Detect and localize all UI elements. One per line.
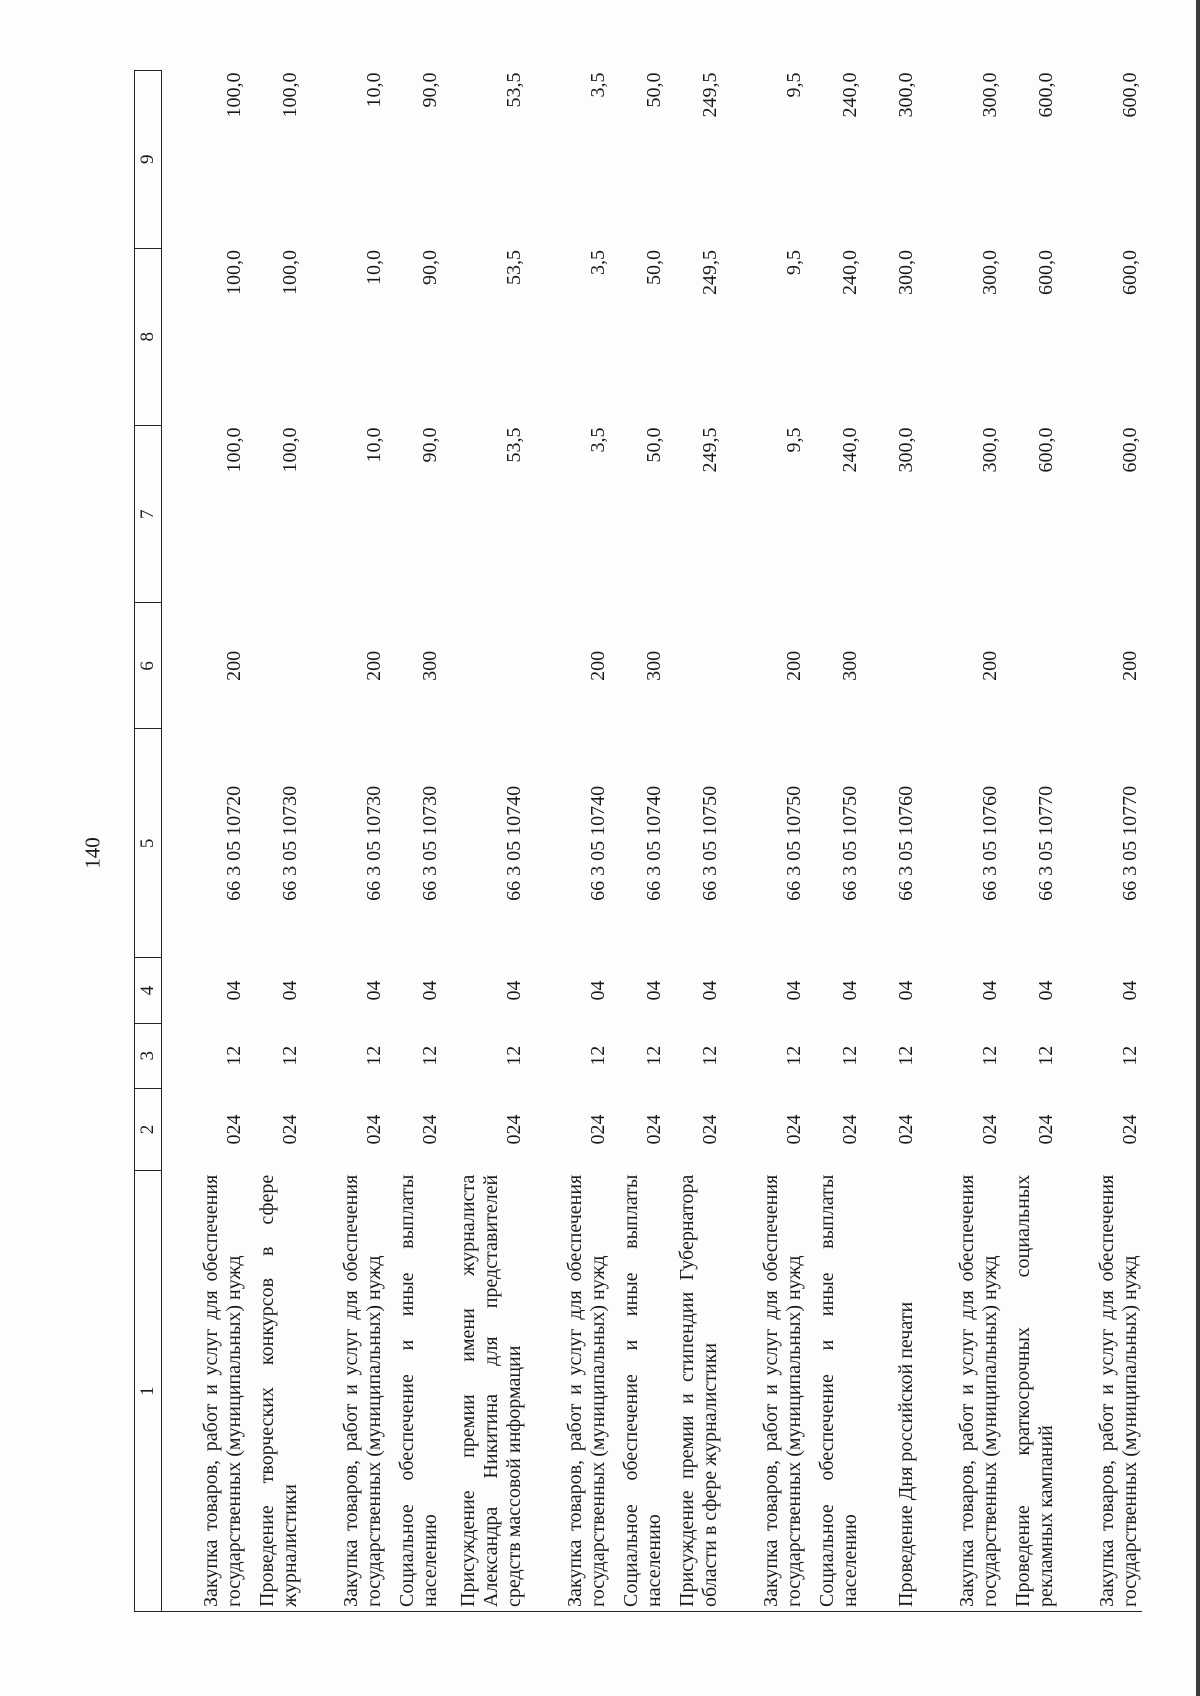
code-cell: 200 bbox=[586, 650, 609, 681]
code-cell: 300 bbox=[418, 650, 441, 681]
code-cell: 12 bbox=[586, 1045, 609, 1066]
code-cell bbox=[246, 603, 302, 729]
code-cell: 12 bbox=[222, 1045, 245, 1066]
page-number: 140 bbox=[80, 837, 105, 869]
code-cell: 04 bbox=[698, 980, 721, 1001]
table-row bbox=[1058, 71, 1142, 1612]
column-header: 2 bbox=[135, 1088, 162, 1170]
code-cell: 66 3 05 10740 bbox=[502, 785, 525, 901]
code-cell: 04 bbox=[418, 980, 441, 1001]
amount-cell: 100,0 bbox=[278, 250, 301, 296]
code-cell: 024 bbox=[1034, 1114, 1057, 1145]
table-row bbox=[246, 71, 302, 1612]
amount-cell: 50,0 bbox=[642, 72, 665, 108]
amount-cell: 100,0 bbox=[278, 427, 301, 473]
code-cell: 024 bbox=[894, 1114, 917, 1145]
code-cell: 200 bbox=[782, 650, 805, 681]
amount-cell: 300,0 bbox=[894, 72, 917, 118]
amount-cell: 300,0 bbox=[978, 72, 1001, 118]
code-cell: 04 bbox=[894, 980, 917, 1001]
code-cell: 300 bbox=[838, 650, 861, 681]
row-description: Социальное обеспечение и иные выплаты населению bbox=[386, 1171, 442, 1612]
budget-table bbox=[134, 70, 1142, 1612]
code-cell: 024 bbox=[782, 1114, 805, 1145]
code-cell: 024 bbox=[222, 1114, 245, 1145]
amount-cell: 300,0 bbox=[894, 250, 917, 296]
code-cell: 200 bbox=[222, 650, 245, 681]
code-cell: 66 3 05 10720 bbox=[222, 785, 245, 901]
amount-cell: 9,5 bbox=[782, 427, 805, 453]
amount-cell: 90,0 bbox=[418, 72, 441, 108]
amount-cell: 9,5 bbox=[782, 72, 805, 98]
row-description: Социальное обеспечение и иные выплаты населению bbox=[806, 1171, 862, 1612]
amount-cell: 249,5 bbox=[698, 427, 721, 473]
column-header: 1 bbox=[135, 1171, 162, 1612]
code-cell: 04 bbox=[782, 980, 805, 1001]
amount-cell: 3,5 bbox=[586, 250, 609, 276]
code-cell: 04 bbox=[1118, 980, 1141, 1001]
row-description: Присуждение премии и стипендии Губернатора области в сфере журналистики bbox=[666, 1171, 722, 1612]
column-header: 6 bbox=[135, 603, 162, 729]
amount-cell: 3,5 bbox=[586, 72, 609, 98]
code-cell: 66 3 05 10760 bbox=[978, 785, 1001, 901]
amount-cell: 10,0 bbox=[362, 72, 385, 108]
table-body bbox=[162, 71, 1142, 1612]
code-cell: 04 bbox=[222, 980, 245, 1001]
column-header: 4 bbox=[135, 958, 162, 1023]
table-row bbox=[442, 71, 526, 1612]
code-cell: 04 bbox=[642, 980, 665, 1001]
table-row bbox=[918, 71, 1002, 1612]
amount-cell: 10,0 bbox=[362, 427, 385, 463]
column-header: 5 bbox=[135, 729, 162, 958]
code-cell: 04 bbox=[362, 980, 385, 1001]
code-cell: 12 bbox=[278, 1045, 301, 1066]
table-row bbox=[302, 71, 386, 1612]
code-cell: 12 bbox=[418, 1045, 441, 1066]
code-cell: 66 3 05 10750 bbox=[698, 785, 721, 901]
amount-cell: 249,5 bbox=[698, 72, 721, 118]
code-cell bbox=[862, 603, 918, 729]
amount-cell: 600,0 bbox=[1034, 427, 1057, 473]
code-cell: 66 3 05 10730 bbox=[362, 785, 385, 901]
code-cell: 024 bbox=[698, 1114, 721, 1145]
code-cell: 024 bbox=[838, 1114, 861, 1145]
amount-cell: 10,0 bbox=[362, 250, 385, 286]
amount-cell: 240,0 bbox=[838, 427, 861, 473]
amount-cell: 300,0 bbox=[978, 427, 1001, 473]
amount-cell: 240,0 bbox=[838, 250, 861, 296]
table-row bbox=[386, 71, 442, 1612]
column-header: 9 bbox=[135, 71, 162, 249]
amount-cell: 600,0 bbox=[1118, 427, 1141, 473]
code-cell: 024 bbox=[278, 1114, 301, 1145]
code-cell: 12 bbox=[838, 1045, 861, 1066]
code-cell: 66 3 05 10740 bbox=[586, 785, 609, 901]
table-row bbox=[1002, 71, 1058, 1612]
amount-cell: 90,0 bbox=[418, 427, 441, 463]
code-cell: 66 3 05 10760 bbox=[894, 785, 917, 901]
table-row bbox=[806, 71, 862, 1612]
row-description: Закупка товаров, работ и услуг для обеспечения государственных (муниципальных) нужд bbox=[918, 1171, 1002, 1612]
code-cell: 12 bbox=[894, 1045, 917, 1066]
amount-cell: 53,5 bbox=[502, 250, 525, 286]
amount-cell: 600,0 bbox=[1034, 72, 1057, 118]
amount-cell: 600,0 bbox=[1118, 72, 1141, 118]
code-cell: 200 bbox=[978, 650, 1001, 681]
code-cell: 024 bbox=[642, 1114, 665, 1145]
amount-cell: 100,0 bbox=[222, 72, 245, 118]
code-cell: 04 bbox=[502, 980, 525, 1001]
code-cell: 66 3 05 10730 bbox=[418, 785, 441, 901]
row-description: Закупка товаров, работ и услуг для обеспечения государственных (муниципальных) нужд bbox=[162, 1171, 246, 1612]
budget-table-rotated bbox=[134, 70, 1164, 1612]
code-cell: 200 bbox=[1118, 650, 1141, 681]
code-cell: 024 bbox=[502, 1114, 525, 1145]
scan-edge bbox=[1196, 0, 1200, 1696]
code-cell: 04 bbox=[586, 980, 609, 1001]
amount-cell: 53,5 bbox=[502, 427, 525, 463]
code-cell: 12 bbox=[698, 1045, 721, 1066]
amount-cell: 600,0 bbox=[1034, 250, 1057, 296]
row-description: Закупка товаров, работ и услуг для обеспечения государственных (муниципальных) нужд bbox=[722, 1171, 806, 1612]
row-description: Проведение творческих конкурсов в сфере журналистики bbox=[246, 1171, 302, 1612]
amount-cell: 100,0 bbox=[222, 427, 245, 473]
code-cell: 66 3 05 10750 bbox=[838, 785, 861, 901]
code-cell: 12 bbox=[642, 1045, 665, 1066]
code-cell: 12 bbox=[978, 1045, 1001, 1066]
row-description: Закупка товаров, работ и услуг для обеспечения государственных (муниципальных) нужд bbox=[302, 1171, 386, 1612]
code-cell: 12 bbox=[782, 1045, 805, 1066]
table-row bbox=[610, 71, 666, 1612]
code-cell: 66 3 05 10750 bbox=[782, 785, 805, 901]
code-cell: 12 bbox=[1118, 1045, 1141, 1066]
code-cell: 66 3 05 10770 bbox=[1034, 785, 1057, 901]
code-cell: 12 bbox=[502, 1045, 525, 1066]
code-cell: 04 bbox=[978, 980, 1001, 1001]
amount-cell: 90,0 bbox=[418, 250, 441, 286]
code-cell bbox=[666, 603, 722, 729]
amount-cell: 50,0 bbox=[642, 250, 665, 286]
code-cell: 200 bbox=[362, 650, 385, 681]
amount-cell: 53,5 bbox=[502, 72, 525, 108]
column-header: 3 bbox=[135, 1023, 162, 1088]
code-cell: 024 bbox=[586, 1114, 609, 1145]
code-cell: 04 bbox=[278, 980, 301, 1001]
table-row bbox=[722, 71, 806, 1612]
row-description: Проведение краткосрочных социальных рекламных кампаний bbox=[1002, 1171, 1058, 1612]
table-row bbox=[526, 71, 610, 1612]
code-cell: 12 bbox=[362, 1045, 385, 1066]
code-cell: 024 bbox=[1118, 1114, 1141, 1145]
amount-cell: 3,5 bbox=[586, 427, 609, 453]
amount-cell: 300,0 bbox=[894, 427, 917, 473]
code-cell bbox=[1002, 603, 1058, 729]
code-cell: 024 bbox=[418, 1114, 441, 1145]
row-description: Социальное обеспечение и иные выплаты населению bbox=[610, 1171, 666, 1612]
amount-cell: 249,5 bbox=[698, 250, 721, 296]
row-description: Присуждение премии имени журналиста Александра Никитина для представителей средств массовой информации bbox=[442, 1171, 526, 1612]
code-cell: 12 bbox=[1034, 1045, 1057, 1066]
code-cell: 66 3 05 10770 bbox=[1118, 785, 1141, 901]
amount-cell: 600,0 bbox=[1118, 250, 1141, 296]
code-cell: 04 bbox=[838, 980, 861, 1001]
code-cell: 66 3 05 10730 bbox=[278, 785, 301, 901]
table-header-row bbox=[135, 71, 162, 1612]
amount-cell: 9,5 bbox=[782, 250, 805, 276]
code-cell bbox=[442, 603, 526, 729]
amount-cell: 240,0 bbox=[838, 72, 861, 118]
code-cell: 66 3 05 10740 bbox=[642, 785, 665, 901]
code-cell: 04 bbox=[1034, 980, 1057, 1001]
table-row bbox=[666, 71, 722, 1612]
amount-cell: 300,0 bbox=[978, 250, 1001, 296]
table-row bbox=[162, 71, 246, 1612]
row-description: Закупка товаров, работ и услуг для обеспечения государственных (муниципальных) нужд bbox=[1058, 1171, 1142, 1612]
column-header: 7 bbox=[135, 425, 162, 602]
code-cell: 024 bbox=[362, 1114, 385, 1145]
row-description: Проведение Дня российской печати bbox=[862, 1171, 918, 1612]
table-row bbox=[862, 71, 918, 1612]
row-description: Закупка товаров, работ и услуг для обеспечения государственных (муниципальных) нужд bbox=[526, 1171, 610, 1612]
code-cell: 300 bbox=[642, 650, 665, 681]
code-cell: 024 bbox=[978, 1114, 1001, 1145]
amount-cell: 100,0 bbox=[278, 72, 301, 118]
column-header: 8 bbox=[135, 248, 162, 425]
amount-cell: 50,0 bbox=[642, 427, 665, 463]
amount-cell: 100,0 bbox=[222, 250, 245, 296]
